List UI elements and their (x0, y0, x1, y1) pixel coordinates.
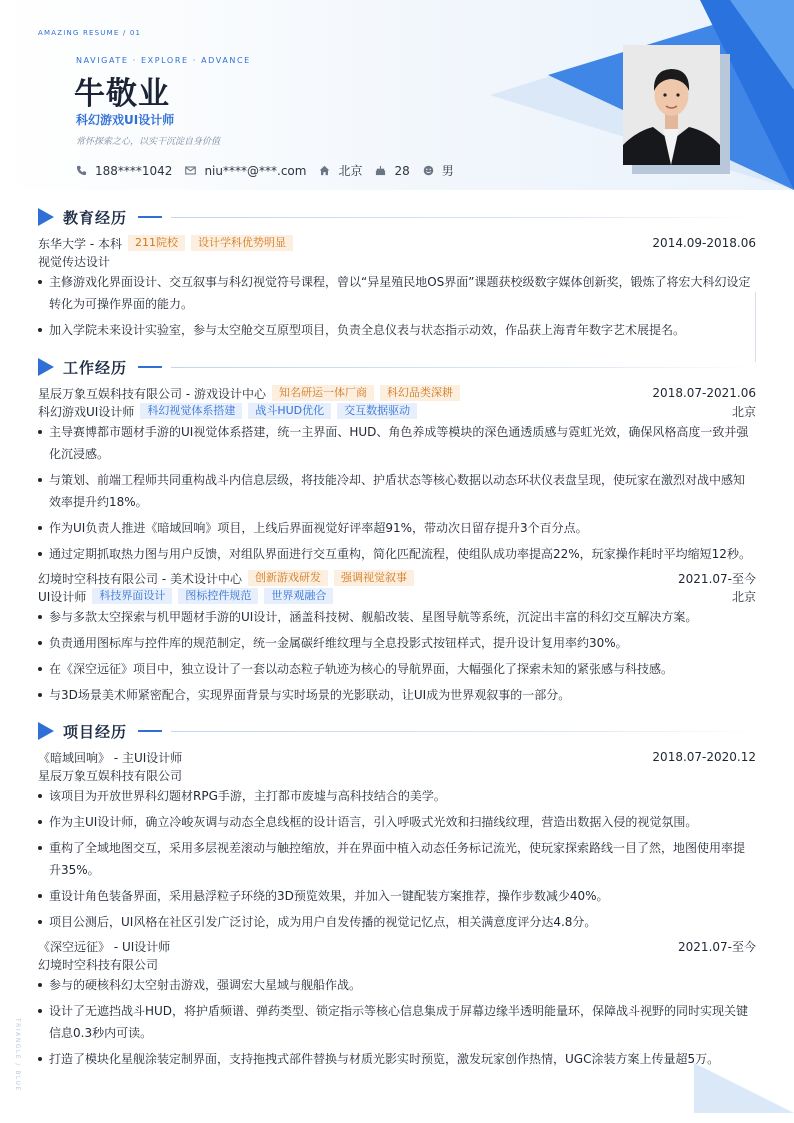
section-title: 教育经历 (63, 208, 128, 227)
section-title: 工作经历 (63, 358, 128, 377)
project-bullets (38, 974, 756, 1070)
triangle-arrow-icon (38, 208, 54, 226)
contact-phone (76, 164, 172, 178)
education-row (38, 234, 756, 252)
smile-icon (423, 165, 434, 176)
project-org-row (38, 955, 756, 973)
education-date: 2014.09-2018.06 (652, 236, 756, 250)
job-company-row (38, 569, 756, 587)
profile-photo (623, 45, 720, 165)
phone-number: 188****1042 (95, 163, 173, 178)
job-location: 北京 (731, 589, 756, 604)
job-date: 2018.07-2021.06 (652, 386, 756, 400)
job-position-left (38, 403, 417, 420)
section-header (38, 721, 756, 741)
candidate-role: 科幻游戏UI设计师 (76, 113, 175, 127)
company-tag: 知名研运一体厂商 (272, 385, 374, 401)
skill-tag: 战斗HUD优化 (248, 403, 331, 419)
job-position-left (38, 588, 333, 605)
school-name: 东华大学 - 本科 (38, 236, 122, 251)
project-org: 幻境时空科技有限公司 (38, 957, 159, 972)
skill-tag: 图标控件规范 (178, 588, 258, 604)
triangle-arrow-icon (38, 358, 54, 376)
company-name: 幻境时空科技有限公司 - 美术设计中心 (38, 571, 242, 586)
header-slogan: NAVIGATE · EXPLORE · ADVANCE (76, 56, 251, 65)
project-org-row (38, 766, 756, 784)
education-section (38, 207, 756, 345)
skill-tag: 世界观融合 (264, 588, 333, 604)
contact-bar (76, 162, 467, 179)
contact-age (375, 164, 409, 178)
company-name: 星辰万象互娱科技有限公司 - 游戏设计中心 (38, 386, 266, 401)
list-item: 设计了无遮挡战斗HUD，将护盾频谱、弹药类型、锁定指示等核心信息集成于屏幕边缘半透明能量环，保障战斗视野的同时实现关键信息0.3秒内可读。 (38, 1000, 756, 1044)
skill-tag: 科幻视觉体系搭建 (140, 403, 242, 419)
list-item: 主导赛博都市题材手游的UI视觉体系搭建，统一主界面、HUD、角色养成等模块的深色通透质感与霓虹光效，确保风格高度一致并强化沉浸感。 (38, 421, 756, 465)
section-divider (171, 367, 756, 368)
education-tag: 设计学科优势明显 (191, 235, 293, 251)
list-item: 重构了全域地图交互，采用多层视差滚动与触控缩放，并在界面中植入动态任务标记流光，使玩家探索路线一目了然，地图使用率提升35%。 (38, 837, 756, 881)
footer-decor-triangle (694, 1063, 794, 1123)
education-row-left (38, 235, 293, 252)
list-item: 在《深空远征》项目中，独立设计了一套以动态粒子轨迹为核心的导航界面，大幅强化了探索未知的紧张感与科技感。 (38, 658, 756, 680)
project-row (38, 937, 756, 955)
cake-icon (375, 165, 386, 176)
list-item: 与3D场景美术师紧密配合，实现界面背景与实时场景的光影联动，让UI成为世界观叙事的一部分。 (38, 684, 756, 706)
email-address: niu****@***.com (204, 163, 307, 178)
list-item: 重设计角色装备界面，采用悬浮粒子环绕的3D预览效果，并加入一键配装方案推荐，操作步数减少40%。 (38, 885, 756, 907)
section-header (38, 357, 756, 377)
list-item: 作为UI负责人推进《暗域回响》项目，上线后界面视觉好评率超91%，带动次日留存提升3个百分点。 (38, 517, 756, 539)
candidate-motto: 常怀探索之心，以实干沉淀自身价值 (76, 137, 221, 147)
list-item: 该项目为开放世界科幻题材RPG手游，主打都市废墟与高科技结合的美学。 (38, 785, 756, 807)
education-bullets (38, 271, 756, 341)
list-item: 负责通用图标库与控件库的规范制定，统一金属碳纤维纹理与全息投影式按钮样式，提升设计复用率约30%。 (38, 632, 756, 654)
job-bullets (38, 421, 756, 565)
company-tag: 强调视觉叙事 (334, 570, 414, 586)
list-item: 参与的硬核科幻太空射击游戏，强调宏大星域与舰船作战。 (38, 974, 756, 996)
position-title: UI设计师 (38, 589, 87, 604)
job-company-left (38, 385, 460, 402)
project-name: 《深空远征》 - UI设计师 (38, 939, 171, 954)
projects-section (38, 721, 756, 1074)
major-name: 视觉传达设计 (38, 254, 111, 269)
resume-tag: AMAZING RESUME / 01 (38, 29, 142, 37)
list-item: 参与多款太空探索与机甲题材手游的UI设计，涵盖科技树、舰船改装、星图导航等系统，沉淀出丰富的科幻交互解决方案。 (38, 606, 756, 628)
section-title: 项目经历 (63, 722, 128, 741)
list-item: 主修游戏化界面设计、交互叙事与科幻视觉符号课程，曾以“异星殖民地OS界面”课题获校级数字媒体创新奖，锻炼了将宏大科幻设定转化为可操作界面的能力。 (38, 271, 756, 315)
job-company-row (38, 384, 756, 402)
triangle-arrow-icon (38, 722, 54, 740)
skill-tag: 交互数据驱动 (337, 403, 417, 419)
list-item: 作为主UI设计师，确立冷峻灰调与动态全息线框的设计语言，引入呼吸式光效和扫描线纹理，营造出数据入侵的视觉氛围。 (38, 811, 756, 833)
job-location: 北京 (731, 404, 756, 419)
project-bullets (38, 785, 756, 933)
company-tag: 创新游戏研发 (248, 570, 328, 586)
job-company-left (38, 570, 414, 587)
list-item: 项目公测后，UI风格在社区引发广泛讨论，成为用户自发传播的视觉记忆点，相关满意度评分达4.8分。 (38, 911, 756, 933)
project-name: 《暗域回响》 - 主UI设计师 (38, 750, 183, 765)
project-date: 2018.07-2020.12 (652, 750, 756, 764)
job-date: 2021.07-至今 (678, 571, 756, 586)
section-divider (171, 731, 756, 732)
project-org: 星辰万象互娱科技有限公司 (38, 768, 183, 783)
resume-header (0, 0, 794, 190)
age-value: 28 (394, 163, 410, 178)
job-bullets (38, 606, 756, 706)
project-date: 2021.07-至今 (678, 939, 756, 954)
education-major (38, 252, 756, 270)
position-title: 科幻游戏UI设计师 (38, 404, 135, 419)
section-dash (138, 730, 162, 732)
list-item: 与策划、前端工程师共同重构战斗内信息层级，将技能冷却、护盾状态等核心数据以动态环状仪表盘呈现，使玩家在激烈对战中感知效率提升约18%。 (38, 469, 756, 513)
project-row (38, 748, 756, 766)
work-section (38, 357, 756, 710)
education-tag: 211院校 (128, 235, 185, 251)
section-divider (171, 217, 756, 218)
section-header (38, 207, 756, 227)
home-icon (319, 165, 330, 176)
gender-value: 男 (441, 164, 454, 178)
list-item: 打造了模块化星舰涂装定制界面，支持拖拽式部件替换与材质光影实时预览，激发玩家创作热情，UGC涂装方案上传量超5万。 (38, 1048, 756, 1070)
mail-icon (185, 165, 196, 176)
candidate-name: 牛敬业 (74, 76, 170, 112)
list-item: 通过定期抓取热力图与用户反馈，对组队界面进行交互重构，简化匹配流程，使组队成功率提高22%，玩家操作耗时平均缩短12秒。 (38, 543, 756, 565)
contact-email (185, 164, 306, 178)
company-tag: 科幻品类深耕 (380, 385, 460, 401)
side-watermark: TRIANGLE / BLUE (14, 1018, 21, 1092)
skill-tag: 科技界面设计 (92, 588, 172, 604)
contact-location (319, 162, 362, 179)
job-position-row (38, 587, 756, 605)
location-value: 北京 (338, 164, 363, 178)
section-dash (138, 216, 162, 218)
list-item: 加入学院未来设计实验室，参与太空舱交互原型项目，负责全息仪表与状态指示动效，作品获上海青年数字艺术展提名。 (38, 319, 756, 341)
job-position-row (38, 402, 756, 420)
contact-gender (423, 162, 454, 179)
phone-icon (76, 165, 87, 176)
section-dash (138, 366, 162, 368)
